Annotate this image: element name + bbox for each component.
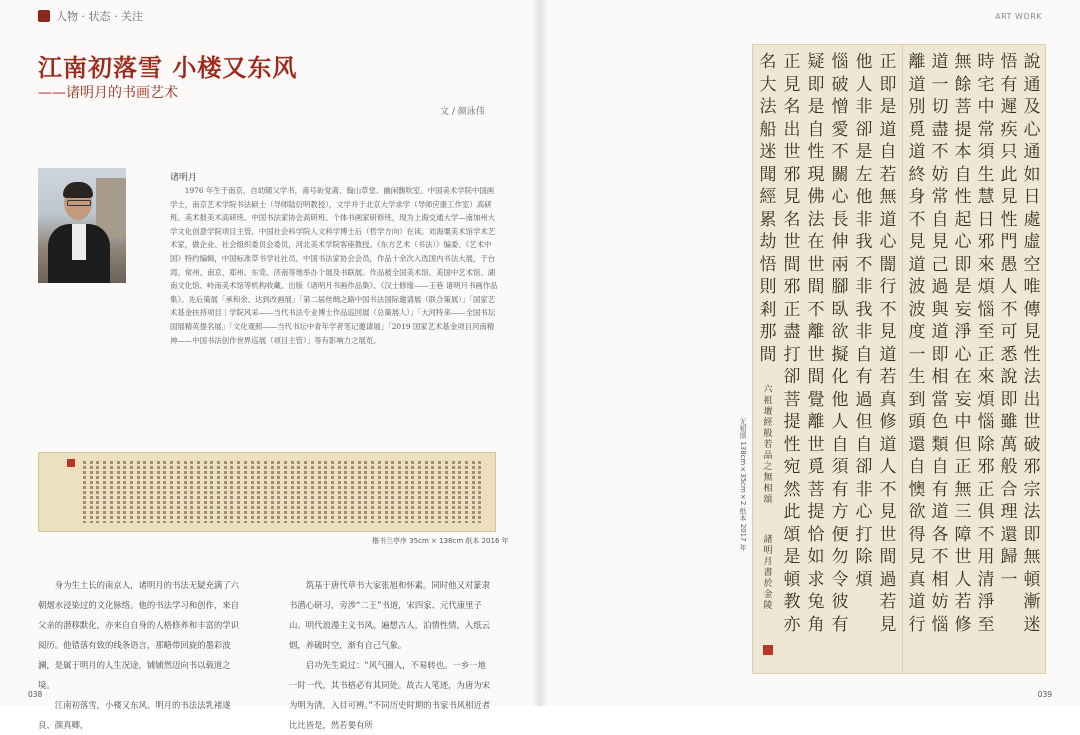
scroll-ink-column bbox=[251, 461, 254, 523]
scroll-ink-column bbox=[364, 461, 367, 523]
scroll-ink-column bbox=[197, 461, 200, 523]
scroll-ink-column bbox=[190, 461, 193, 523]
body-column-1 bbox=[38, 575, 243, 735]
scroll-ink-column bbox=[378, 461, 381, 523]
magazine-logo-icon bbox=[38, 10, 50, 22]
scroll-ink-column bbox=[425, 461, 428, 523]
scroll-ink-column bbox=[297, 461, 300, 523]
scroll-ink-column bbox=[230, 461, 233, 523]
scroll-ink-column bbox=[465, 461, 468, 523]
body-paragraph: 启功先生说过：“风气圈人，不易转也。一乡一地一时一代，其书格必有其同处。故古人笔迹，为唐为宋为明为清，入目可辨。”不同历史时期的书家书风相近者比比皆是，然若要有所 bbox=[289, 660, 491, 730]
scroll-ink-column bbox=[271, 461, 274, 523]
body-column-2 bbox=[289, 575, 494, 735]
scroll-ink-column bbox=[163, 461, 166, 523]
scroll-ink-column bbox=[324, 461, 327, 523]
scroll-ink-column bbox=[257, 461, 260, 523]
calligraphy-column: 正 見 名 出 世 邪 見 名 世 間 邪 正 盡 打 卻 菩 提 性 宛 然 此 頌 是 頓 教 亦 bbox=[783, 52, 801, 635]
scroll-ink-column bbox=[244, 461, 247, 523]
scroll-ink-column bbox=[123, 461, 126, 523]
page-gutter bbox=[532, 0, 548, 706]
scroll-ink-column bbox=[204, 461, 207, 523]
seal-stamp bbox=[763, 645, 773, 655]
scroll-ink-column bbox=[117, 461, 120, 523]
scroll-caption: 楷书兰亭序 35cm × 138cm 纸本 2016 年 bbox=[372, 537, 509, 545]
scroll-ink-column bbox=[418, 461, 421, 523]
article-byline: 文 / 颜泳伟 bbox=[440, 107, 485, 117]
calligraphy-inscription: 六 祖 壇 經 般 若 品 之 無 相 頌 bbox=[763, 385, 773, 505]
article-subtitle: ——诸明月的书画艺术 bbox=[38, 85, 178, 101]
scroll-ink-column bbox=[284, 461, 287, 523]
scroll-ink-column bbox=[103, 461, 106, 523]
scroll-ink-column bbox=[83, 461, 86, 523]
scroll-ink-column bbox=[311, 461, 314, 523]
scroll-ink-column bbox=[398, 461, 401, 523]
calligraphy-column: 離 道 別 覓 道 終 身 不 見 道 波 波 度 一 生 到 頭 還 自 懊 欲 得 見 真 道 行 bbox=[908, 52, 926, 635]
artwork-label: ART WORK bbox=[995, 12, 1042, 21]
scroll-ink-column bbox=[217, 461, 220, 523]
scroll-ink-column bbox=[344, 461, 347, 523]
scroll-ink-column bbox=[478, 461, 481, 523]
scroll-ink-column bbox=[291, 461, 294, 523]
calligraphy-column: 說 通 及 心 通 如 日 處 虛 空 唯 傳 見 性 法 出 世 破 邪 宗 法 即 無 頓 漸 迷 bbox=[1023, 52, 1041, 635]
scroll-ink-column bbox=[264, 461, 267, 523]
scroll-ink-column bbox=[157, 461, 160, 523]
calligraphy-caption: 无相颂 138cm×35cm×2 纸本 2017 年 bbox=[739, 418, 747, 551]
scroll-ink-column bbox=[371, 461, 374, 523]
scroll-ink-column bbox=[431, 461, 434, 523]
scroll-ink-column bbox=[137, 461, 140, 523]
scroll-ink-column bbox=[90, 461, 93, 523]
scroll-ink-column bbox=[405, 461, 408, 523]
calligraphy-panel-right bbox=[902, 44, 1046, 674]
bio-text: 1976 年生于南京，自幼随父学书，斋号斫觉斋、翰山草堂、幽闲馥吹室。中国美术学院中国画学士，南京艺术学院书法硕士（导师陆衍明教授），文学并于北京大学求学（导师应康工作室）高研班、美术报美术高研班、中国书法家协会高研班、个体书画家研修班，现为上海交通大学—南加州大学文化创意学院项目主管，中国社会科学院人文科学博士后（哲学方向）在读。刘海粟美术馆学术艺术家，做企业、社会组织委员会委员，河北美术学院客座教授。《东方艺术（书法）》编委、《艺术中国》特约编辑，中国标准草书学社社员。中国书法家协会会员，作品十余次入选国内书法大展，于台湾、常州、南京、郑州、东莞、济南等地举办个展及书联展。作品被全国美术馆、美国中艺术馆、湖南文化馆、岭南美术馆等机构收藏。出版《诸明月书画作品集》、《汉士修缘——王巷 诸明月书画作品集》。先后策展「承和余、达到改画展」「第二届丝绸之路中国书法国际邀请展（联合策展）」「国家艺术基金扶持项目｜学院风采——当代书法专业博士作品巡回展（总策展人）」「大河特来——全国书坛国展精英提名展」「文化观照——当代书坛中青年学者笔记邀请展」「2019 国家艺术基金项目河南精神——中国书法创作世界巡展（项目主管）」等有影响力之展览。 bbox=[170, 186, 498, 345]
body-paragraph: 筑基于唐代草书大家张旭和怀素。同时他又对篆隶书潜心研习，旁涉“二王”书道，宋四家、元代康里子山、明代浪漫主义书风。遍想古人，泊情性情，入纸云烟，养破时空，渐有自己气象。 bbox=[289, 580, 491, 650]
scroll-ink-column bbox=[130, 461, 133, 523]
body-paragraph: 江南初落雪，小楼又东风。明月的书法法乳褚遂良、颜真卿， bbox=[38, 700, 231, 730]
scroll-ink-column bbox=[472, 461, 475, 523]
scroll-ink-column bbox=[150, 461, 153, 523]
scroll-ink-column bbox=[177, 461, 180, 523]
calligraphy-column: 時 宅 中 常 須 生 慧 日 邪 來 煩 惱 至 正 來 煩 惱 除 邪 正 俱 不 用 清 淨 至 bbox=[977, 52, 995, 635]
scroll-ink-column bbox=[110, 461, 113, 523]
scroll-ink-column bbox=[445, 461, 448, 523]
section-header: 人物 · 状态 · 关注 bbox=[56, 10, 143, 23]
scroll-ink-column bbox=[143, 461, 146, 523]
scroll-ink-column bbox=[411, 461, 414, 523]
bio-name: 诸明月 bbox=[170, 173, 198, 183]
scroll-ink-column bbox=[210, 461, 213, 523]
artist-portrait-photo bbox=[38, 168, 126, 283]
scroll-ink-column bbox=[458, 461, 461, 523]
calligraphy-panel-left bbox=[752, 44, 904, 674]
calligraphy-signature: 諸 明 月 書 於 金 陵 bbox=[763, 535, 773, 611]
scroll-ink-column bbox=[391, 461, 394, 523]
scroll-ink-column bbox=[452, 461, 455, 523]
seal-stamp bbox=[67, 459, 75, 467]
scroll-ink-column bbox=[170, 461, 173, 523]
scroll-ink-column bbox=[304, 461, 307, 523]
scroll-ink-column bbox=[318, 461, 321, 523]
calligraphy-column: 道 一 切 盡 不 妨 常 自 見 己 過 與 道 即 相 當 色 類 自 有 道 各 不 相 妨 惱 bbox=[931, 52, 949, 635]
calligraphy-column: 惱 破 憎 愛 不 關 心 長 伸 兩 腳 臥 欲 擬 化 他 人 自 須 有 方 便 勿 令 彼 有 bbox=[831, 52, 849, 635]
calligraphy-column: 無 餘 菩 提 本 自 性 起 心 即 是 妄 淨 心 在 妄 中 但 正 無 三 障 世 人 若 修 bbox=[954, 52, 972, 635]
calligraphy-scroll-image bbox=[38, 452, 496, 532]
scroll-ink-column bbox=[277, 461, 280, 523]
scroll-ink-column bbox=[224, 461, 227, 523]
article-title: 江南初落雪 小楼又东风 bbox=[38, 53, 298, 82]
calligraphy-column: 名 大 法 船 迷 聞 經 累 劫 悟 則 剎 那 間 bbox=[759, 52, 777, 365]
scroll-ink-column bbox=[338, 461, 341, 523]
scroll-ink-column bbox=[358, 461, 361, 523]
scroll-ink-column bbox=[96, 461, 99, 523]
body-paragraph: 身为生土长的南京人，诸明月的书法无疑充满了六朝烟水浸染过的文化脉络。他的书法学习和创作，来自父亲的潜移默化，亦来自自身的人格修养和丰富的学识阅历。他错落有致的线条语言，那略带回旋的墨彩波澜，是属于明月的人生况途，铺铺然迈向书以载道之境。 bbox=[38, 580, 240, 690]
scroll-ink-column bbox=[237, 461, 240, 523]
scroll-ink-column bbox=[331, 461, 334, 523]
calligraphy-column: 他 人 非 卻 是 左 他 非 我 不 非 我 非 自 有 過 但 自 卻 非 心 打 除 煩 bbox=[855, 52, 873, 590]
calligraphy-column: 悟 有 遲 疾 只 此 見 性 門 愚 人 不 可 悉 說 即 雖 萬 般 合 理 還 歸 一 bbox=[1000, 52, 1018, 590]
page-number-left: 038 bbox=[28, 690, 43, 699]
page-number-right: 039 bbox=[1037, 690, 1052, 699]
scroll-ink-column bbox=[184, 461, 187, 523]
scroll-ink-column bbox=[351, 461, 354, 523]
scroll-ink-column bbox=[385, 461, 388, 523]
calligraphy-column: 正 即 是 道 自 若 無 道 心 闇 行 不 見 道 若 真 修 道 人 不 見 世 間 過 若 見 bbox=[879, 52, 897, 635]
calligraphy-column: 疑 即 是 自 性 現 佛 法 在 世 間 不 離 世 間 覺 離 世 覓 菩 提 恰 如 求 兔 角 bbox=[807, 52, 825, 635]
scroll-ink-column bbox=[438, 461, 441, 523]
